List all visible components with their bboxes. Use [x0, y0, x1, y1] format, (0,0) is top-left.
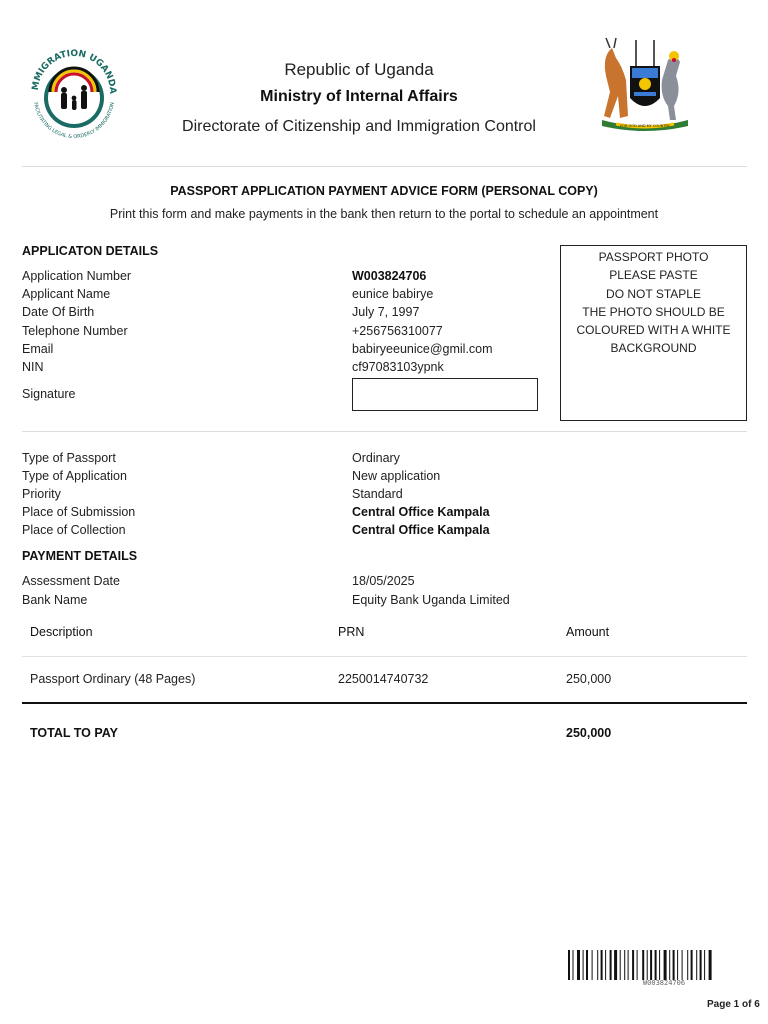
form-title: PASSPORT APPLICATION PAYMENT ADVICE FORM (PERSONAL COPY): [170, 184, 598, 198]
date-of-birth-value: July 7, 1997: [352, 305, 420, 319]
passport-photo-box: [560, 245, 747, 421]
barcode-bar: [669, 950, 670, 980]
barcode-bar: [687, 950, 688, 980]
place-of-submission-value: Central Office Kampala: [352, 505, 490, 519]
email-label: Email: [22, 342, 54, 356]
photo-line: DO NOT STAPLE: [606, 286, 701, 301]
svg-text:FOR GOD AND MY COUNTRY: FOR GOD AND MY COUNTRY: [620, 124, 670, 128]
barcode-bar: [610, 950, 612, 980]
photo-line: THE PHOTO SHOULD BE: [582, 304, 725, 319]
barcode-bar: [573, 950, 574, 980]
barcode-bar: [700, 950, 702, 980]
table-cell-description: Passport Ordinary (48 Pages): [30, 672, 196, 686]
barcode-bar: [709, 950, 712, 980]
barcode-bar: [568, 950, 570, 980]
barcode-bar: [577, 950, 580, 980]
barcode-bar: [628, 950, 629, 980]
barcode-bar: [677, 950, 678, 980]
svg-text:FACILITATING LEGAL & ORDERLY I: FACILITATING LEGAL & ORDERLY IMMIGRATION: [32, 101, 116, 141]
barcode-bar: [664, 950, 667, 980]
svg-text:IMMIGRATION UGANDA: MMIGRATION UGANDA: [30, 48, 118, 95]
nin-value: cf97083103ypnk: [352, 360, 444, 374]
page-number: Page 1 of 6: [707, 999, 760, 1010]
barcode-bar: [605, 950, 606, 980]
application-number-value: W003824706: [352, 269, 427, 283]
barcode-bar: [682, 950, 683, 980]
barcode-bar: [691, 950, 693, 980]
barcode-bar: [583, 950, 584, 980]
header-divider: [22, 166, 747, 167]
place-of-collection-value: Central Office Kampala: [352, 523, 490, 537]
total-value: 250,000: [566, 726, 612, 740]
telephone-label: Telephone Number: [22, 324, 128, 338]
bank-name-value: Equity Bank Uganda Limited: [352, 593, 510, 607]
passport-type-value: Ordinary: [352, 451, 400, 465]
applicant-name-value: eunice babirye: [352, 287, 434, 301]
application-type-label: Type of Application: [22, 469, 127, 483]
table-header-amount: Amount: [566, 625, 610, 639]
priority-label: Priority: [22, 487, 61, 501]
barcode-bar: [637, 950, 638, 980]
photo-line: PLEASE PASTE: [609, 268, 698, 283]
barcode-bar: [650, 950, 652, 980]
passport-type-label: Type of Passport: [22, 451, 116, 465]
barcode-bar: [642, 950, 644, 980]
barcode-bar: [673, 950, 675, 980]
barcode-bar: [624, 950, 625, 980]
email-value: babiryeeunice@gmil.com: [352, 342, 493, 356]
assessment-date-label: Assessment Date: [22, 574, 120, 588]
date-of-birth-label: Date Of Birth: [22, 305, 95, 319]
barcode-bar: [632, 950, 634, 980]
republic-title: Republic of Uganda: [284, 60, 434, 79]
photo-line: COLOURED WITH A WHITE: [576, 323, 731, 338]
barcode-bar: [592, 950, 593, 980]
nin-label: NIN: [22, 360, 44, 374]
barcode-bar: [620, 950, 621, 980]
total-label: TOTAL TO PAY: [30, 726, 118, 740]
table-cell-amount: 250,000: [566, 672, 612, 686]
form-subtitle: Print this form and make payments in the bank then return to the portal to schedule an appointment: [109, 207, 659, 221]
svg-text:W003824706: W003824706: [642, 979, 686, 986]
photo-line: BACKGROUND: [610, 341, 697, 356]
applicant-details-heading: APPLICATON DETAILS: [22, 244, 159, 258]
photo-line: PASSPORT PHOTO: [598, 250, 709, 264]
place-of-collection-label: Place of Collection: [22, 523, 126, 537]
table-header-prn: PRN: [338, 625, 365, 639]
barcode-bar: [601, 950, 603, 980]
coat-of-arms-icon: [596, 36, 694, 136]
table-cell-prn: 2250014740732: [338, 672, 429, 686]
section-divider: [22, 431, 747, 432]
barcode-bar: [586, 950, 588, 980]
priority-value: Standard: [352, 487, 403, 501]
signature-box: [352, 378, 538, 411]
payment-details-heading: PAYMENT DETAILS: [22, 549, 138, 563]
telephone-value: +256756310077: [352, 324, 443, 338]
barcode-icon: [568, 950, 760, 986]
barcode-bar: [597, 950, 598, 980]
place-of-submission-label: Place of Submission: [22, 505, 136, 519]
directorate-title: Directorate of Citizenship and Immigration Control: [182, 118, 536, 135]
bank-name-label: Bank Name: [22, 593, 88, 607]
coat-of-arms: [596, 36, 694, 136]
signature-label: Signature: [22, 387, 76, 401]
application-type-value: New application: [352, 469, 441, 483]
barcode-bar: [655, 950, 657, 980]
barcode-bar: [614, 950, 617, 980]
barcode-bar: [659, 950, 660, 980]
applicant-name-label: Applicant Name: [22, 287, 111, 301]
total-divider: [22, 702, 747, 704]
application-number-label: Application Number: [22, 269, 132, 283]
barcode-bar: [647, 950, 648, 980]
table-header-description: Description: [30, 625, 93, 639]
assessment-date-value: 18/05/2025: [352, 574, 415, 588]
barcode-bar: [696, 950, 697, 980]
barcode: [568, 950, 760, 986]
barcode-bar: [704, 950, 705, 980]
table-header-divider: [22, 656, 747, 657]
ministry-title: Ministry of Internal Affairs: [260, 88, 458, 105]
